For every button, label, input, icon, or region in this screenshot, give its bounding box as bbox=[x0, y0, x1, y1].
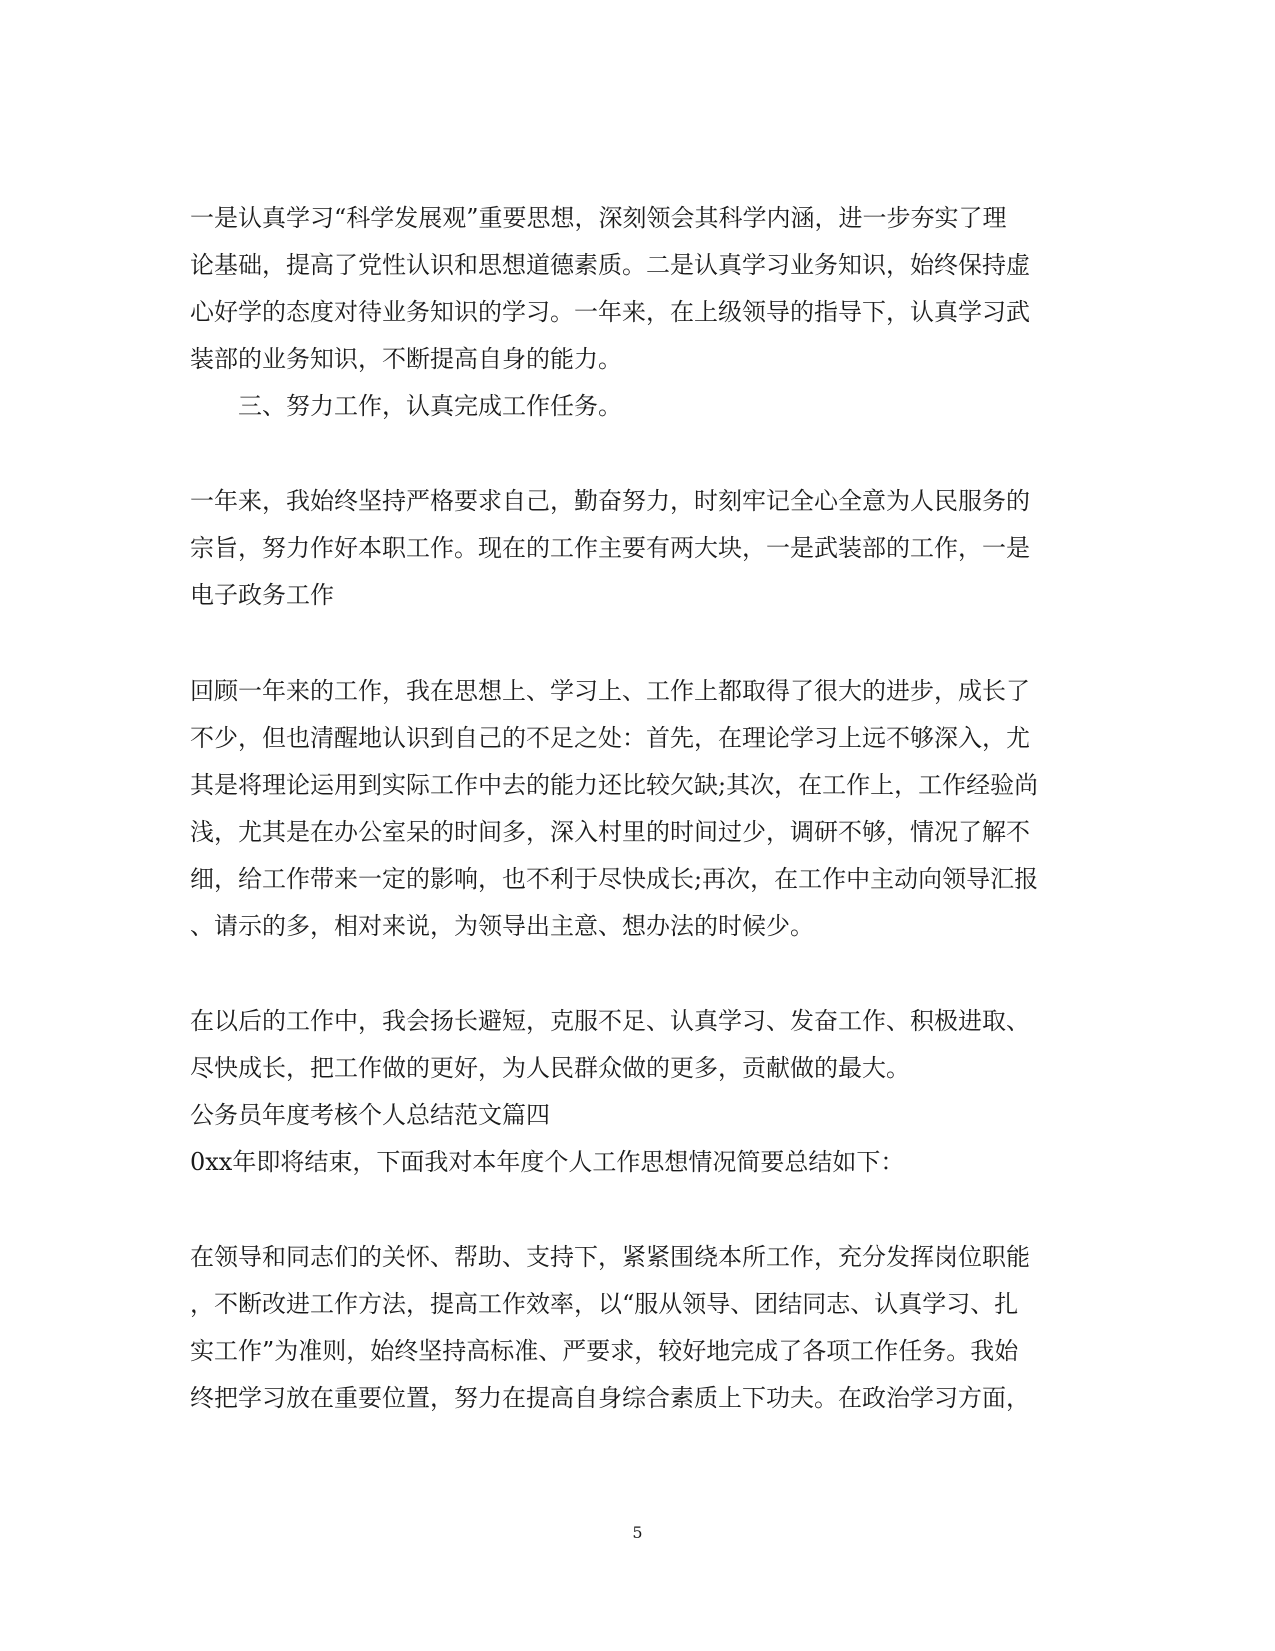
text-line: 尽快成长，把工作做的更好，为人民群众做的更多，贡献做的最大。 bbox=[190, 1054, 910, 1082]
text-line: 终把学习放在重要位置，努力在提高自身综合素质上下功夫。在政治学习方面， bbox=[190, 1384, 1030, 1412]
text-line: 在领导和同志们的关怀、帮助、支持下，紧紧围绕本所工作，充分发挥岗位职能 bbox=[190, 1243, 1030, 1271]
text-line: 一年来，我始终坚持严格要求自己，勤奋努力，时刻牢记全心全意为人民服务的 bbox=[190, 487, 1030, 515]
text-line: ，不断改进工作方法，提高工作效率，以“服从领导、团结同志、认真学习、扎 bbox=[190, 1290, 1019, 1318]
text-line: 电子政务工作 bbox=[190, 581, 334, 609]
text-line: 宗旨，努力作好本职工作。现在的工作主要有两大块，一是武装部的工作，一是 bbox=[190, 534, 1030, 562]
text-line: 细，给工作带来一定的影响，也不利于尽快成长;再次，在工作中主动向领导汇报 bbox=[190, 865, 1039, 893]
text-line: 论基础，提高了党性认识和思想道德素质。二是认真学习业务知识，始终保持虚 bbox=[190, 251, 1030, 279]
article-title: 公务员年度考核个人总结范文篇四 bbox=[190, 1101, 550, 1129]
section-heading: 三、努力工作，认真完成工作任务。 bbox=[238, 392, 622, 420]
text-line: 浅，尤其是在办公室呆的时间多，深入村里的时间过少，调研不够，情况了解不 bbox=[190, 818, 1030, 846]
page-number: 5 bbox=[632, 1523, 643, 1542]
text-line: 装部的业务知识，不断提高自身的能力。 bbox=[190, 345, 622, 373]
text-line: 心好学的态度对待业务知识的学习。一年来，在上级领导的指导下，认真学习武 bbox=[190, 298, 1030, 326]
text-line: 不少，但也清醒地认识到自己的不足之处：首先，在理论学习上远不够深入，尤 bbox=[190, 724, 1030, 752]
text-line: 一是认真学习“科学发展观”重要思想，深刻领会其科学内涵，进一步夯实了理 bbox=[190, 204, 1007, 232]
text-line: 其是将理论运用到实际工作中去的能力还比较欠缺;其次，在工作上，工作经验尚 bbox=[190, 771, 1039, 799]
text-line: 0xx年即将结束，下面我对本年度个人工作思想情况简要总结如下： bbox=[190, 1148, 905, 1176]
text-line: 回顾一年来的工作，我在思想上、学习上、工作上都取得了很大的进步，成长了 bbox=[190, 677, 1030, 705]
text-line: 、请示的多，相对来说，为领导出主意、想办法的时候少。 bbox=[190, 912, 814, 940]
text-line: 实工作”为准则，始终坚持高标准、严要求，较好地完成了各项工作任务。我始 bbox=[190, 1337, 1019, 1365]
text-line: 在以后的工作中，我会扬长避短，克服不足、认真学习、发奋工作、积极进取、 bbox=[190, 1007, 1030, 1035]
